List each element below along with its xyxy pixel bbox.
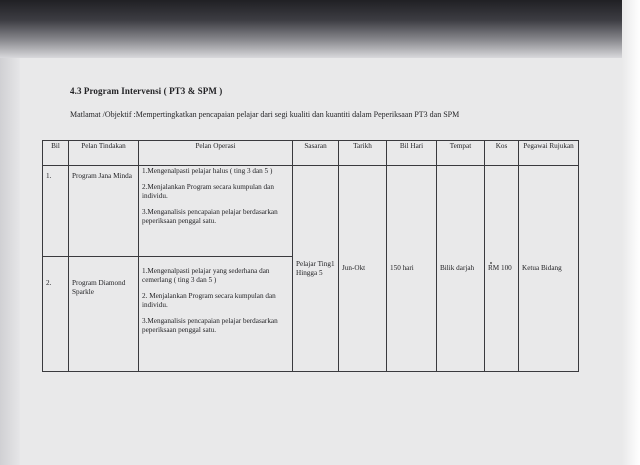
row-1-bil: 1. (43, 166, 69, 257)
row-2-operasi-3: 3.Menganalisis pencapaian pelajar berdasarkan peperiksaan penggal satu. (142, 317, 278, 335)
intervention-table (42, 140, 579, 372)
row-2-pelan-operasi (139, 257, 293, 372)
sasaran-cell: Pelajar Ting1 Hingga 5 (293, 166, 339, 372)
objective-text: Matlamat /Objektif :Mempertingkatkan pencapaian pelajar dari segi kualiti dan kuantiti dalam Peperiksaan PT3 dan SPM (70, 110, 460, 119)
header-bil: Bil (43, 141, 69, 166)
row-1-operasi-1: 1.Mengenalpasti pelajar halus ( ting 3 dan 5 ) (142, 167, 273, 175)
kos-cell: RM 100 (485, 166, 519, 372)
pegawai-cell: Ketua Bidang (519, 166, 579, 372)
row-2-operasi-2: 2. Menjalankan Program secara kumpulan dan individu. (142, 292, 276, 310)
header-tarikh: Tarikh (339, 141, 387, 166)
row-1-pelan-tindakan: Program Jana Minda (69, 166, 139, 257)
tarikh-cell: Jun-Okt (339, 166, 387, 372)
header-kos: Kos (485, 141, 519, 166)
row-1-pelan-operasi (139, 166, 293, 257)
row-1-operasi-3: 3.Menganalisis pencapaian pelajar berdasarkan peperiksaan penggal satu. (142, 208, 278, 225)
row-1-operasi-2: 2.Menjalankan Program secara kumpulan dan individu. (142, 183, 274, 200)
header-bil-hari: Bil Hari (387, 141, 437, 166)
section-heading: 4.3 Program Intervensi ( PT3 & SPM ) (70, 86, 223, 96)
header-pelan-operasi: Pelan Operasi (139, 141, 293, 166)
row-2-operasi-1: 1.Mengenalpasti pelajar yang sederhana dan cemerlang ( ting 3 dan 5 ) (142, 267, 270, 285)
header-pegawai-rujukan: Pegawai Rujukan (519, 141, 579, 166)
table-header-row (43, 141, 579, 166)
stray-dot (490, 262, 492, 264)
header-pelan-tindakan: Pelan Tindakan (69, 141, 139, 166)
bil-hari-cell: 150 hari (387, 166, 437, 372)
table-row (43, 166, 579, 257)
tempat-cell: Bilik darjah (437, 166, 485, 372)
header-sasaran: Sasaran (293, 141, 339, 166)
row-2-bil: 2. (43, 257, 69, 372)
row-2-pelan-tindakan: Program Diamond Sparkle (69, 257, 139, 372)
header-tempat: Tempat (437, 141, 485, 166)
